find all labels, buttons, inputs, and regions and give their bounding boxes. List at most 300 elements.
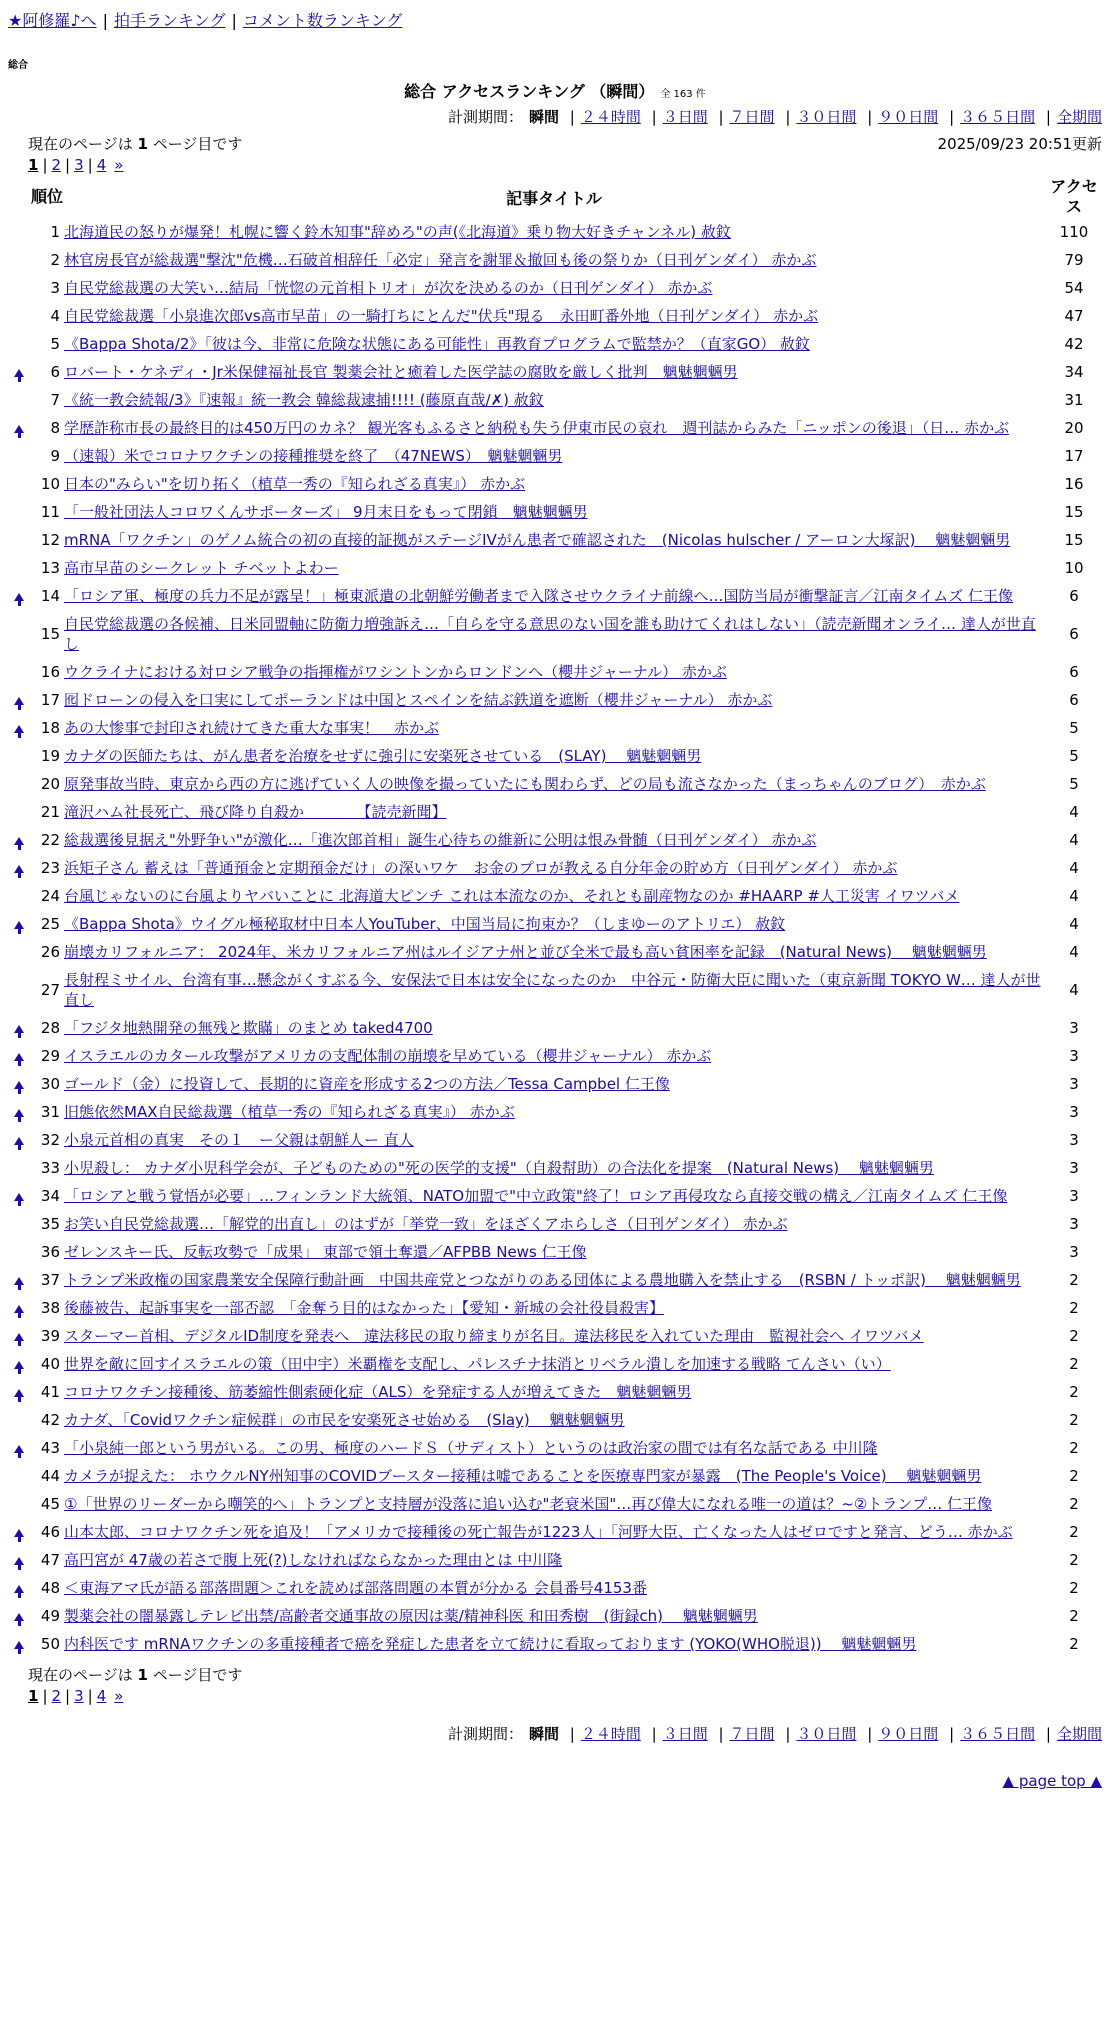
- pager-next[interactable]: »: [114, 1687, 124, 1705]
- rank-up-icon: [14, 725, 24, 733]
- trend-cell: [8, 1350, 30, 1378]
- article-link[interactable]: 内科医です mRNAワクチンの多重接種者で癌を発症した患者を立て続けに看取っております (YOKO(WHO脱退)) 魑魅魍魎男: [64, 1635, 917, 1653]
- article-link[interactable]: 後藤被告、起訴事実を一部否認 「金奪う目的はなかった」【愛知・新城の会社役員殺害】: [64, 1299, 665, 1317]
- rank-number: 34: [40, 1187, 60, 1205]
- trend-cell: [8, 470, 30, 498]
- trend-cell: [8, 1154, 30, 1182]
- rank-number: 46: [40, 1523, 60, 1541]
- title-cell: [64, 1014, 1044, 1042]
- period-24h-link[interactable]: ２４時間: [580, 1725, 641, 1743]
- rank-number: 11: [40, 503, 60, 521]
- pager-page-2[interactable]: 2: [51, 1687, 62, 1705]
- rank-up-icon: [14, 1081, 24, 1089]
- table-row: [8, 610, 1104, 658]
- rank-up-icon: [14, 697, 24, 705]
- period-365d-link[interactable]: ３６５日間: [960, 108, 1036, 126]
- rank-number: 33: [40, 1159, 60, 1177]
- trend-cell: [8, 658, 30, 686]
- rank-number: 48: [40, 1579, 60, 1597]
- title-cell: [64, 686, 1044, 714]
- rank-number: 44: [40, 1467, 60, 1485]
- rank-number: 25: [40, 915, 60, 933]
- article-link[interactable]: ①「世界のリーダーから嘲笑的へ」トランプと支持層が没落に追い込む"老衰米国"…再び偉大になれる唯一の道は？~②トランプ… 仁王像: [64, 1495, 993, 1513]
- page-top-link[interactable]: ▲ page top ▲: [1002, 1772, 1102, 1790]
- access-count: 2: [1069, 1551, 1079, 1569]
- article-link[interactable]: 北海道民の怒りが爆発！札幌に響く鈴木知事"辞めろ"の声(《北海道》乗り物大好きチャンネル) 赦鈫: [64, 223, 731, 241]
- access-count: 2: [1069, 1439, 1079, 1457]
- access-count: 2: [1069, 1299, 1079, 1317]
- rank-number: 24: [40, 887, 60, 905]
- title-cell: [64, 442, 1044, 470]
- title-cell: [64, 742, 1044, 770]
- rank-up-icon: [14, 921, 24, 929]
- title-cell: [64, 1182, 1044, 1210]
- title-cell: [64, 1238, 1044, 1266]
- title-cell: [64, 1406, 1044, 1434]
- title-cell: [64, 526, 1044, 554]
- rank-up-icon: [14, 1641, 24, 1649]
- article-link[interactable]: 崩壊カリフォルニア： 2024年、米カリフォルニア州はルイジアナ州と並び全米で最も高い貧困率を記録 (Natural News) 魑魅魍魎男: [64, 943, 987, 961]
- article-link[interactable]: 「フジタ地熱開発の無残と欺瞞」のまとめ taked4700: [64, 1019, 433, 1037]
- access-count: 4: [1069, 915, 1079, 933]
- trend-cell: [8, 966, 30, 1014]
- article-link[interactable]: ゴールド（金）に投資して、長期的に資産を形成する2つの方法／Tessa Campbel 仁王像: [64, 1075, 670, 1093]
- period-selector-bottom: 計測期間： 瞬間 | ２４時間 | ３日間 | ７日間 | ３０日間 | ９０日間 | ３６５日間 | 全期間: [447, 1725, 1102, 1743]
- rank-number: 8: [50, 419, 60, 437]
- article-link[interactable]: スターマー首相、デジタルID制度を発表へ 違法移民の取り締まりが名目。違法移民を入れていた理由 監視社会へ イワツバメ: [64, 1327, 924, 1345]
- period-90d-link[interactable]: ９０日間: [878, 108, 939, 126]
- article-link[interactable]: ロバート・ケネディ・Jr米保健福祉長官 製薬会社と癒着した医学誌の腐敗を厳しく批判 魑魅魍魎男: [64, 363, 738, 381]
- access-count: 4: [1069, 981, 1079, 999]
- access-count: 2: [1069, 1411, 1079, 1429]
- access-count: 2: [1069, 1271, 1079, 1289]
- rank-number: 3: [50, 279, 60, 297]
- access-count: 3: [1069, 1075, 1079, 1093]
- pager-current: 1: [28, 1687, 39, 1705]
- table-row: [8, 330, 1104, 358]
- access-count: 4: [1069, 803, 1079, 821]
- period-90d-link[interactable]: ９０日間: [878, 1725, 939, 1743]
- table-row: [8, 1182, 1104, 1210]
- table-row: [8, 582, 1104, 610]
- rank-number: 42: [40, 1411, 60, 1429]
- table-row: [8, 966, 1104, 1014]
- article-link[interactable]: 林官房長官が総裁選"撃沈"危機…石破首相辞任「必定」発言を謝罪＆撤回も後の祭りか（日刊ゲンダイ） 赤かぶ: [64, 251, 817, 269]
- table-row: [8, 1238, 1104, 1266]
- rank-up-icon: [14, 1305, 24, 1313]
- title-cell: [64, 1126, 1044, 1154]
- period-label: 計測期間：: [447, 108, 523, 126]
- period-7d-link[interactable]: ７日間: [729, 1725, 775, 1743]
- rank-up-icon: [14, 1053, 24, 1061]
- title-cell: [64, 582, 1044, 610]
- access-count: 16: [1064, 475, 1084, 493]
- rank-number: 23: [40, 859, 60, 877]
- article-link[interactable]: 《Bappa Shota》ウイグル極秘取材中日本人YouTuber、中国当局に拘束か？（しまゆーのアトリエ） 赦鈫: [64, 915, 786, 933]
- access-count: 79: [1064, 251, 1084, 269]
- article-link[interactable]: 原発事故当時、東京から西の方に逃げていく人の映像を撮っていたにも関わらず、どの局も流さなかった（まっちゃんのブログ） 赤かぶ: [64, 775, 986, 793]
- col-rank: 順位: [31, 187, 64, 206]
- period-30d-link[interactable]: ３０日間: [796, 1725, 857, 1743]
- rank-up-icon: [14, 1389, 24, 1397]
- title-cell: [64, 826, 1044, 854]
- trend-cell: [8, 246, 30, 274]
- rank-up-icon: [14, 1277, 24, 1285]
- table-row: [8, 1518, 1104, 1546]
- page-info-row: [8, 133, 1102, 154]
- updated-timestamp: 2025/09/23 20:51更新: [937, 135, 1102, 153]
- pager-page-2[interactable]: 2: [51, 156, 62, 174]
- table-row: [8, 1014, 1104, 1042]
- title-cell: [64, 1546, 1044, 1574]
- article-link[interactable]: 「ロシア軍、極度の兵力不足が露呈！」極東派遣の北朝鮮労働者まで入隊させウクライナ前線へ…国防当局が衝撃証言／江南タイムズ 仁王像: [64, 587, 1014, 605]
- trend-cell: [8, 882, 30, 910]
- title-cell: [64, 610, 1044, 658]
- table-row: [8, 554, 1104, 582]
- rank-number: 41: [40, 1383, 60, 1401]
- period-3d-link[interactable]: ３日間: [662, 1725, 708, 1743]
- article-link[interactable]: イスラエルのカタール攻撃がアメリカの支配体制の崩壊を早めている（櫻井ジャーナル） 赤かぶ: [64, 1047, 712, 1065]
- trend-cell: [8, 1070, 30, 1098]
- title-cell: [64, 770, 1044, 798]
- title-cell: [64, 1070, 1044, 1098]
- applause-ranking-link[interactable]: 拍手ランキング: [113, 11, 226, 30]
- table-row: [8, 1126, 1104, 1154]
- trend-cell: [8, 1546, 30, 1574]
- access-count: 4: [1069, 887, 1079, 905]
- trend-cell: [8, 686, 30, 714]
- table-row: [8, 1322, 1104, 1350]
- article-link[interactable]: 「一般社団法人コロワくんサポーターズ」 9月末日をもって閉鎖 魑魅魍魎男: [64, 503, 588, 521]
- article-link[interactable]: トランプ米政権の国家農業安全保障行動計画 中国共産党とつながりのある団体による農地購入を禁止する (RSBN / トッポ訳) 魑魅魍魎男: [64, 1271, 1021, 1289]
- rank-up-icon: [14, 1529, 24, 1537]
- rank-up-icon: [14, 1557, 24, 1565]
- access-count: 2: [1069, 1383, 1079, 1401]
- access-count: 10: [1064, 559, 1084, 577]
- trend-cell: [8, 1182, 30, 1210]
- ranking-table: [8, 176, 1104, 1658]
- title-cell: [64, 1210, 1044, 1238]
- title-cell: [64, 882, 1044, 910]
- table-row: [8, 798, 1104, 826]
- trend-cell: [8, 218, 30, 246]
- article-link[interactable]: 日本の"みらい"を切り拓く（植草一秀の『知られざる真実』） 赤かぶ: [64, 475, 526, 493]
- article-link[interactable]: 自民党総裁選の各候補、日米同盟軸に防衛力増強訴え…「自らを守る意思のない国を誰も助けてくれはしない」（読売新聞オンライ… 達人が世直し: [64, 615, 1036, 653]
- table-row: [8, 1210, 1104, 1238]
- rank-up-icon: [14, 593, 24, 601]
- trend-cell: [8, 498, 30, 526]
- rank-up-icon: [14, 837, 24, 845]
- trend-cell: [8, 442, 30, 470]
- table-row: [8, 1070, 1104, 1098]
- rank-number: 45: [40, 1495, 60, 1513]
- page-info: 現在のページは 1 ページ目です: [28, 135, 243, 153]
- table-row: [8, 246, 1104, 274]
- pager-page-3[interactable]: 3: [74, 156, 84, 174]
- rank-up-icon: [14, 1109, 24, 1117]
- table-row: [8, 1630, 1104, 1658]
- article-link[interactable]: 「ロシアと戦う覚悟が必要」…フィンランド大統領、NATO加盟で"中立政策"終了！ロシア再侵攻なら直接交戦の構え／江南タイムズ 仁王像: [64, 1187, 1008, 1205]
- trend-cell: [8, 1322, 30, 1350]
- article-link[interactable]: ゼレンスキー氏、反転攻勢で「成果」 東部で領土奪還／AFPBB News 仁王像: [64, 1243, 587, 1261]
- title-cell: [64, 1518, 1044, 1546]
- trend-cell: [8, 1210, 30, 1238]
- rank-number: 49: [40, 1607, 60, 1625]
- trend-cell: [8, 1406, 30, 1434]
- trend-cell: [8, 742, 30, 770]
- trend-cell: [8, 1490, 30, 1518]
- article-link[interactable]: あの大惨事で封印され続けてきた重大な事実！ 赤かぶ: [64, 719, 440, 737]
- article-link[interactable]: 《Bappa Shota/2》「彼は今、非常に危険な状態にある可能性」再教育プログラムで監禁か？（直家GO） 赦鈫: [64, 335, 810, 353]
- title-cell: [64, 1490, 1044, 1518]
- title-cell: [64, 274, 1044, 302]
- rank-number: 17: [40, 691, 60, 709]
- pager-top: 1 | 2 | 3 | 4 »: [28, 156, 124, 174]
- rank-number: 20: [40, 775, 60, 793]
- table-row: [8, 1098, 1104, 1126]
- period-selector-top: 計測期間： 瞬間 | ２４時間 | ３日間 | ７日間 | ３０日間 | ９０日間 | ３６５日間 | 全期間: [447, 108, 1102, 126]
- rank-number: 18: [40, 719, 60, 737]
- pager-page-4[interactable]: 4: [96, 156, 107, 174]
- trend-cell: [8, 1630, 30, 1658]
- title-cell: [64, 1630, 1044, 1658]
- table-row: [8, 442, 1104, 470]
- separator: |: [102, 11, 108, 30]
- article-link[interactable]: 世界を敵に回すイスラエルの策（田中宇）米覇権を支配し、パレスチナ抹消とリベラル潰しを加速する戦略 てんさい（い）: [64, 1355, 891, 1373]
- rank-up-icon: [14, 1585, 24, 1593]
- period-365d-link[interactable]: ３６５日間: [960, 1725, 1036, 1743]
- rank-number: 26: [40, 943, 60, 961]
- table-row: [8, 686, 1104, 714]
- rank-number: 12: [40, 531, 60, 549]
- pager-current: 1: [28, 156, 39, 174]
- title-cell: [64, 1434, 1044, 1462]
- trend-cell: [8, 1518, 30, 1546]
- access-count: 4: [1069, 943, 1079, 961]
- trend-cell: [8, 938, 30, 966]
- period-24h-link[interactable]: ２４時間: [580, 108, 641, 126]
- table-row: [8, 882, 1104, 910]
- article-link[interactable]: 総裁選後見据え"外野争い"が激化…「進次郎首相」誕生心待ちの維新に公明は恨み骨髄（日刊ゲンダイ） 赤かぶ: [64, 831, 817, 849]
- rank-number: 40: [40, 1355, 60, 1373]
- article-link[interactable]: ウクライナにおける対ロシア戦争の指揮権がワシントンからロンドンへ（櫻井ジャーナル） 赤かぶ: [64, 663, 727, 681]
- rank-number: 6: [50, 363, 60, 381]
- period-7d-link[interactable]: ７日間: [729, 108, 775, 126]
- article-link[interactable]: 旧態依然MAX自民総裁選（植草一秀の『知られざる真実』） 赤かぶ: [64, 1103, 515, 1121]
- title-cell: [64, 910, 1044, 938]
- title-cell: [64, 386, 1044, 414]
- title-cell: [64, 798, 1044, 826]
- access-count: 2: [1069, 1635, 1079, 1653]
- rank-number: 21: [40, 803, 60, 821]
- article-link[interactable]: 長射程ミサイル、台湾有事…懸念がくすぶる今、安保法で日本は安全になったのか 中谷元・防衛大臣に聞いた（東京新聞 TOKYO W… 達人が世直し: [64, 971, 1041, 1009]
- asyura-home-link[interactable]: ★阿修羅♪へ: [8, 11, 97, 30]
- article-link[interactable]: 製薬会社の闇暴露しテレビ出禁/高齢者交通事故の原因は薬/精神科医 和田秀樹 (街録ch) 魑魅魍魎男: [64, 1607, 758, 1625]
- table-row: [8, 938, 1104, 966]
- total-count: 全 163 件: [660, 89, 706, 100]
- trend-cell: [8, 714, 30, 742]
- access-count: 5: [1069, 775, 1079, 793]
- table-row: [8, 714, 1104, 742]
- article-link[interactable]: 囮ドローンの侵入を口実にしてポーランドは中国とスペインを結ぶ鉄道を遮断（櫻井ジャーナル） 赤かぶ: [64, 691, 773, 709]
- rank-up-icon: [14, 1333, 24, 1341]
- article-link[interactable]: 自民党総裁選の大笑い…結局「恍惚の元首相トリオ」が次を決めるのか（日刊ゲンダイ） 赤かぶ: [64, 279, 713, 297]
- trend-cell: [8, 1294, 30, 1322]
- access-count: 3: [1069, 1047, 1079, 1065]
- article-link[interactable]: 高市早苗のシークレット チベットよわー: [64, 559, 339, 577]
- trend-cell: [8, 1462, 30, 1490]
- article-link[interactable]: 小児殺し： カナダ小児科学会が、子どものための"死の医学的支援"（自殺幇助）の合法化を提案 (Natural News) 魑魅魍魎男: [64, 1159, 934, 1177]
- trend-cell: [8, 302, 30, 330]
- rank-number: 36: [40, 1243, 60, 1261]
- table-row: [8, 526, 1104, 554]
- table-row: [8, 1378, 1104, 1406]
- article-link[interactable]: 小泉元首相の真実 その１ ー父親は朝鮮人ー 直人: [64, 1131, 414, 1149]
- access-count: 6: [1069, 587, 1079, 605]
- separator: |: [231, 11, 237, 30]
- title-cell: [64, 470, 1044, 498]
- access-count: 15: [1064, 503, 1084, 521]
- article-link[interactable]: mRNA「ワクチン」のゲノム統合の初の直接的証拠がステージIVがん患者で確認された (Nicolas hulscher / アーロン大塚訳) 魑魅魍魎男: [64, 531, 1011, 549]
- title-cell: [64, 1574, 1044, 1602]
- title-cell: [64, 218, 1044, 246]
- title-cell: [64, 854, 1044, 882]
- article-link[interactable]: 浜矩子さん 蓄えは「普通預金と定期預金だけ」の深いワケ お金のプロが教える自分年金の貯め方（日刊ゲンダイ） 赤かぶ: [64, 859, 898, 877]
- rank-number: 29: [40, 1047, 60, 1065]
- rank-number: 32: [40, 1131, 60, 1149]
- trend-cell: [8, 554, 30, 582]
- trend-cell: [8, 1014, 30, 1042]
- period-all-link[interactable]: 全期間: [1056, 108, 1102, 126]
- rank-number: 5: [50, 335, 60, 353]
- article-link[interactable]: 台風じゃないのに台風よりヤバいことに 北海道大ピンチ これは本流なのか、それとも副産物なのか #HAARP #人工災害 イワツバメ: [64, 887, 960, 905]
- comment-ranking-link[interactable]: コメント数ランキング: [242, 11, 403, 30]
- top-links: [8, 10, 1102, 32]
- period-all-link[interactable]: 全期間: [1056, 1725, 1102, 1743]
- rank-number: 38: [40, 1299, 60, 1317]
- article-link[interactable]: カナダの医師たちは、がん患者を治療をせずに強引に安楽死させている (SLAY) 魑魅魍魎男: [64, 747, 702, 765]
- title-cell: [64, 1602, 1044, 1630]
- trend-cell: [8, 274, 30, 302]
- article-link[interactable]: （速報）米でコロナワクチンの接種推奨を終了 （47NEWS） 魑魅魍魎男: [64, 447, 563, 465]
- title-cell: [64, 938, 1044, 966]
- article-link[interactable]: 山本太郎、コロナワクチン死を追及！「アメリカで接種後の死亡報告が1223人」「河野大臣、亡くなった人はゼロですと発言、どう… 赤かぶ: [64, 1523, 1013, 1541]
- article-link[interactable]: 自民党総裁選「小泉進次郎vs高市早苗」の一騎打ちにとんだ"伏兵"現る 永田町番外地（日刊ゲンダイ） 赤かぶ: [64, 307, 819, 325]
- title-cell: [64, 1462, 1044, 1490]
- title-cell: [64, 658, 1044, 686]
- trend-cell: [8, 582, 30, 610]
- rank-number: 43: [40, 1439, 60, 1457]
- article-link[interactable]: 学歴詐称市長の最終目的は450万円のカネ？ 観光客もふるさと納税も失う伊東市民の哀れ 週刊誌からみた「ニッポンの後退」（日… 赤かぶ: [64, 419, 1010, 437]
- access-count: 17: [1064, 447, 1084, 465]
- rank-up-icon: [14, 1137, 24, 1145]
- pager-page-3[interactable]: 3: [74, 1687, 84, 1705]
- table-row: [8, 1042, 1104, 1070]
- title-cell: [64, 1294, 1044, 1322]
- access-count: 3: [1069, 1243, 1079, 1261]
- rank-number: 39: [40, 1327, 60, 1345]
- rank-number: 10: [40, 475, 60, 493]
- rank-number: 30: [40, 1075, 60, 1093]
- table-row: [8, 1154, 1104, 1182]
- article-link[interactable]: ＜東海アマ氏が語る部落問題＞これを読めば部落問題の本質が分かる 会員番号4153番: [64, 1579, 647, 1597]
- article-link[interactable]: カナダ、「Covidワクチン症候群」の市民を安楽死させ始める (Slay) 魑魅魍魎男: [64, 1411, 625, 1429]
- rank-number: 14: [40, 587, 60, 605]
- access-count: 54: [1064, 279, 1084, 297]
- title-cell: [64, 358, 1044, 386]
- period-30d-link[interactable]: ３０日間: [796, 108, 857, 126]
- access-count: 3: [1069, 1159, 1079, 1177]
- table-row: [8, 498, 1104, 526]
- rank-up-icon: [14, 369, 24, 377]
- article-link[interactable]: 滝沢ハム社長死亡、飛び降り自殺か 【読売新聞】: [64, 803, 447, 821]
- access-count: 5: [1069, 747, 1079, 765]
- period-3d-link[interactable]: ３日間: [662, 108, 708, 126]
- rank-number: 2: [50, 251, 60, 269]
- pager-page-4[interactable]: 4: [96, 1687, 107, 1705]
- article-link[interactable]: 「小泉純一郎という男がいる。この男、極度のハードＳ（サディスト）というのは政治家の間では有名な話である 中川隆: [64, 1439, 878, 1457]
- rank-number: 50: [40, 1635, 60, 1653]
- trend-cell: [8, 770, 30, 798]
- rank-number: 15: [40, 625, 60, 643]
- table-row: [8, 1462, 1104, 1490]
- access-count: 2: [1069, 1523, 1079, 1541]
- col-title: 記事タイトル: [506, 188, 602, 208]
- title-cell: [64, 1322, 1044, 1350]
- access-count: 47: [1064, 307, 1084, 325]
- pager-next[interactable]: »: [114, 156, 124, 174]
- access-count: 20: [1064, 419, 1084, 437]
- access-count: 3: [1069, 1103, 1079, 1121]
- rank-number: 22: [40, 831, 60, 849]
- trend-cell: [8, 386, 30, 414]
- table-row: [8, 414, 1104, 442]
- access-count: 2: [1069, 1467, 1079, 1485]
- trend-cell: [8, 1378, 30, 1406]
- trend-cell: [8, 1098, 30, 1126]
- access-count: 42: [1064, 335, 1084, 353]
- article-link[interactable]: 《統一教会続報/3》『速報』統一教会 韓総裁逮捕!!!! (藤原直哉/✗) 赦鈫: [64, 391, 544, 409]
- trend-cell: [8, 1574, 30, 1602]
- article-link[interactable]: コロナワクチン接種後、筋萎縮性側索硬化症（ALS）を発症する人が増えてきた 魑魅魍魎男: [64, 1383, 692, 1401]
- page-top: [8, 1772, 1102, 1790]
- article-link[interactable]: お笑い自民党総裁選…「解党的出直し」のはずが「挙党一致」をほざくアホらしさ（日刊ゲンダイ） 赤かぶ: [64, 1215, 788, 1233]
- table-row: [8, 302, 1104, 330]
- rank-number: 37: [40, 1271, 60, 1289]
- table-row: [8, 826, 1104, 854]
- table-row: [8, 1294, 1104, 1322]
- rank-up-icon: [14, 1193, 24, 1201]
- access-count: 3: [1069, 1019, 1079, 1037]
- ranking-title: 総合 アクセスランキング （瞬間）: [404, 82, 655, 101]
- trend-cell: [8, 1602, 30, 1630]
- article-link[interactable]: カメラが捉えた： ホウクルNY州知事のCOVIDブースター接種は嘘であることを医療専門家が暴露 (The People's Voice) 魑魅魍魎男: [64, 1467, 982, 1485]
- rank-number: 28: [40, 1019, 60, 1037]
- article-link[interactable]: 高円宮が 47歳の若さで腹上死(?)しなければならなかった理由とは 中川隆: [64, 1551, 563, 1569]
- col-value: アクセス: [1050, 177, 1098, 216]
- title-cell: [64, 498, 1044, 526]
- trend-cell: [8, 1266, 30, 1294]
- table-row: [8, 854, 1104, 882]
- table-row: [8, 274, 1104, 302]
- table-row: [8, 386, 1104, 414]
- table-row: [8, 1574, 1104, 1602]
- title-cell: [64, 330, 1044, 358]
- access-count: 34: [1064, 363, 1084, 381]
- title-cell: [64, 714, 1044, 742]
- rank-number: 31: [40, 1103, 60, 1121]
- table-row: [8, 1350, 1104, 1378]
